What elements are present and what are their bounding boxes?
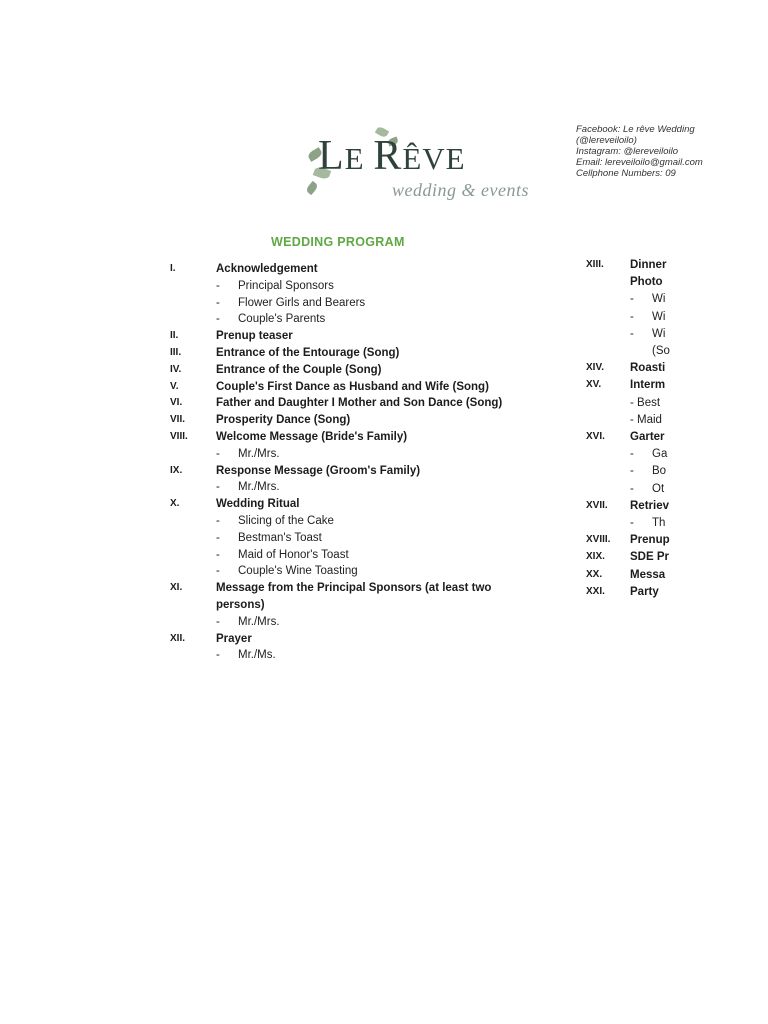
sub-item: - Best [630, 396, 661, 409]
item-text: Acknowledgement [216, 263, 318, 275]
item-text: Father and Daughter I Mother and Son Dance (Song) [216, 397, 503, 410]
item-number: III. [170, 347, 182, 358]
item-number: X. [170, 498, 180, 510]
item-number: XX. [586, 568, 603, 580]
item-number: XVIII. [586, 534, 611, 546]
item-text: Interm [630, 379, 666, 392]
logo-subtitle: wedding & events [392, 180, 529, 200]
item-text: Party [630, 585, 659, 598]
item-text: Couple's First Dance as Husband and Wife (Song) [216, 380, 489, 393]
sub-item: Bo [652, 465, 667, 478]
item-number: XXI. [586, 585, 605, 597]
contact-line: Email: lereveiloilo@gmail.com [576, 157, 703, 168]
bullet-dash: - [630, 482, 634, 495]
sub-item: Ot [652, 482, 665, 495]
sub-item: Ga [652, 448, 668, 461]
item-number: XIII. [586, 259, 604, 270]
bullet-dash: - [630, 293, 634, 306]
item-text: Response Message (Groom's Family) [216, 464, 421, 477]
sub-item: Mr./Mrs. [238, 481, 280, 494]
bullet-dash: - [216, 531, 220, 544]
item-number: XVI. [586, 431, 605, 442]
item-number: IX. [170, 464, 183, 476]
sub-item: Couple's Wine Toasting [238, 565, 358, 578]
bullet-dash: - [216, 615, 220, 628]
sub-item: (So [652, 345, 670, 357]
program-right-column [580, 250, 668, 610]
item-text: Messa [630, 568, 666, 581]
item-number: V. [170, 380, 179, 392]
item-text: Dinner [630, 259, 667, 271]
sub-item: Slicing of the Cake [238, 515, 334, 527]
item-text: Garter [630, 431, 665, 443]
item-text: Prenup [630, 534, 670, 547]
contact-line: (@lereveiloilo) [576, 135, 637, 146]
le-reve-logo [306, 128, 536, 212]
item-text: Entrance of the Entourage (Song) [216, 347, 400, 359]
logo-wordmark: LE RÊVE [318, 133, 466, 179]
contact-line: Instagram: @lereveiloilo [576, 146, 679, 157]
item-number: XV. [586, 379, 602, 391]
item-number: XVII. [586, 499, 608, 511]
item-text: Prosperity Dance (Song) [216, 414, 351, 427]
item-text: Retriev [630, 499, 669, 512]
sub-item: Mr./Mrs. [238, 615, 280, 628]
sub-item: Mr./Mrs. [238, 447, 280, 460]
bullet-dash: - [216, 565, 220, 578]
bullet-dash: - [216, 447, 220, 460]
sub-item: Principal Sponsors [238, 279, 334, 292]
sub-item: Flower Girls and Bearers [238, 296, 366, 309]
item-number: IV. [170, 363, 182, 375]
item-text: SDE Pr [630, 551, 669, 564]
item-text: Entrance of the Couple (Song) [216, 363, 382, 376]
item-text: Prayer [216, 632, 252, 645]
bullet-dash: - [216, 279, 220, 292]
bullet-dash: - [216, 313, 220, 326]
bullet-dash: - [630, 465, 634, 478]
item-number: XII. [170, 632, 186, 644]
leaf-decoration [305, 181, 319, 195]
bullet-dash: - [216, 481, 220, 494]
contact-info [576, 124, 703, 179]
bullet-dash: - [630, 448, 634, 461]
item-text: Message from the Principal Sponsors (at least two [216, 582, 492, 595]
bullet-dash: - [630, 310, 634, 323]
sub-item: - Maid [630, 413, 662, 426]
item-text: Roasti [630, 362, 666, 375]
bullet-dash: - [216, 649, 220, 662]
item-number: I. [170, 263, 176, 274]
sub-item: Bestman's Toast [238, 531, 322, 544]
sub-item: Couple's Parents [238, 313, 326, 326]
bullet-dash: - [216, 515, 220, 527]
bullet-dash: - [216, 296, 220, 309]
contact-line: Cellphone Numbers: 09 [576, 168, 676, 179]
sub-item: Wi [652, 310, 666, 323]
sub-item: Maid of Honor's Toast [238, 548, 349, 561]
item-number: XIV. [586, 362, 604, 374]
item-text: Welcome Message (Bride's Family) [216, 431, 408, 443]
bullet-dash: - [630, 327, 634, 340]
contact-line: Facebook: Le rêve Wedding [576, 124, 695, 135]
item-number: II. [170, 330, 179, 342]
item-text-continued: persons) [216, 599, 265, 611]
item-number: VI. [170, 397, 183, 409]
sub-item: Wi [652, 327, 666, 340]
sub-item: Mr./Ms. [238, 649, 276, 662]
bullet-dash: - [216, 548, 220, 561]
item-number: XI. [170, 582, 183, 594]
bullet-dash: - [630, 517, 634, 529]
item-number: XIX. [586, 551, 605, 563]
item-number: VIII. [170, 431, 188, 442]
program-title: WEDDING PROGRAM [271, 235, 405, 249]
item-number: VII. [170, 414, 186, 426]
item-text: Photo [630, 276, 663, 289]
item-text: Prenup teaser [216, 330, 293, 343]
item-text: Wedding Ritual [216, 498, 300, 511]
sub-item: Wi [652, 293, 666, 306]
sub-item: Th [652, 517, 666, 529]
